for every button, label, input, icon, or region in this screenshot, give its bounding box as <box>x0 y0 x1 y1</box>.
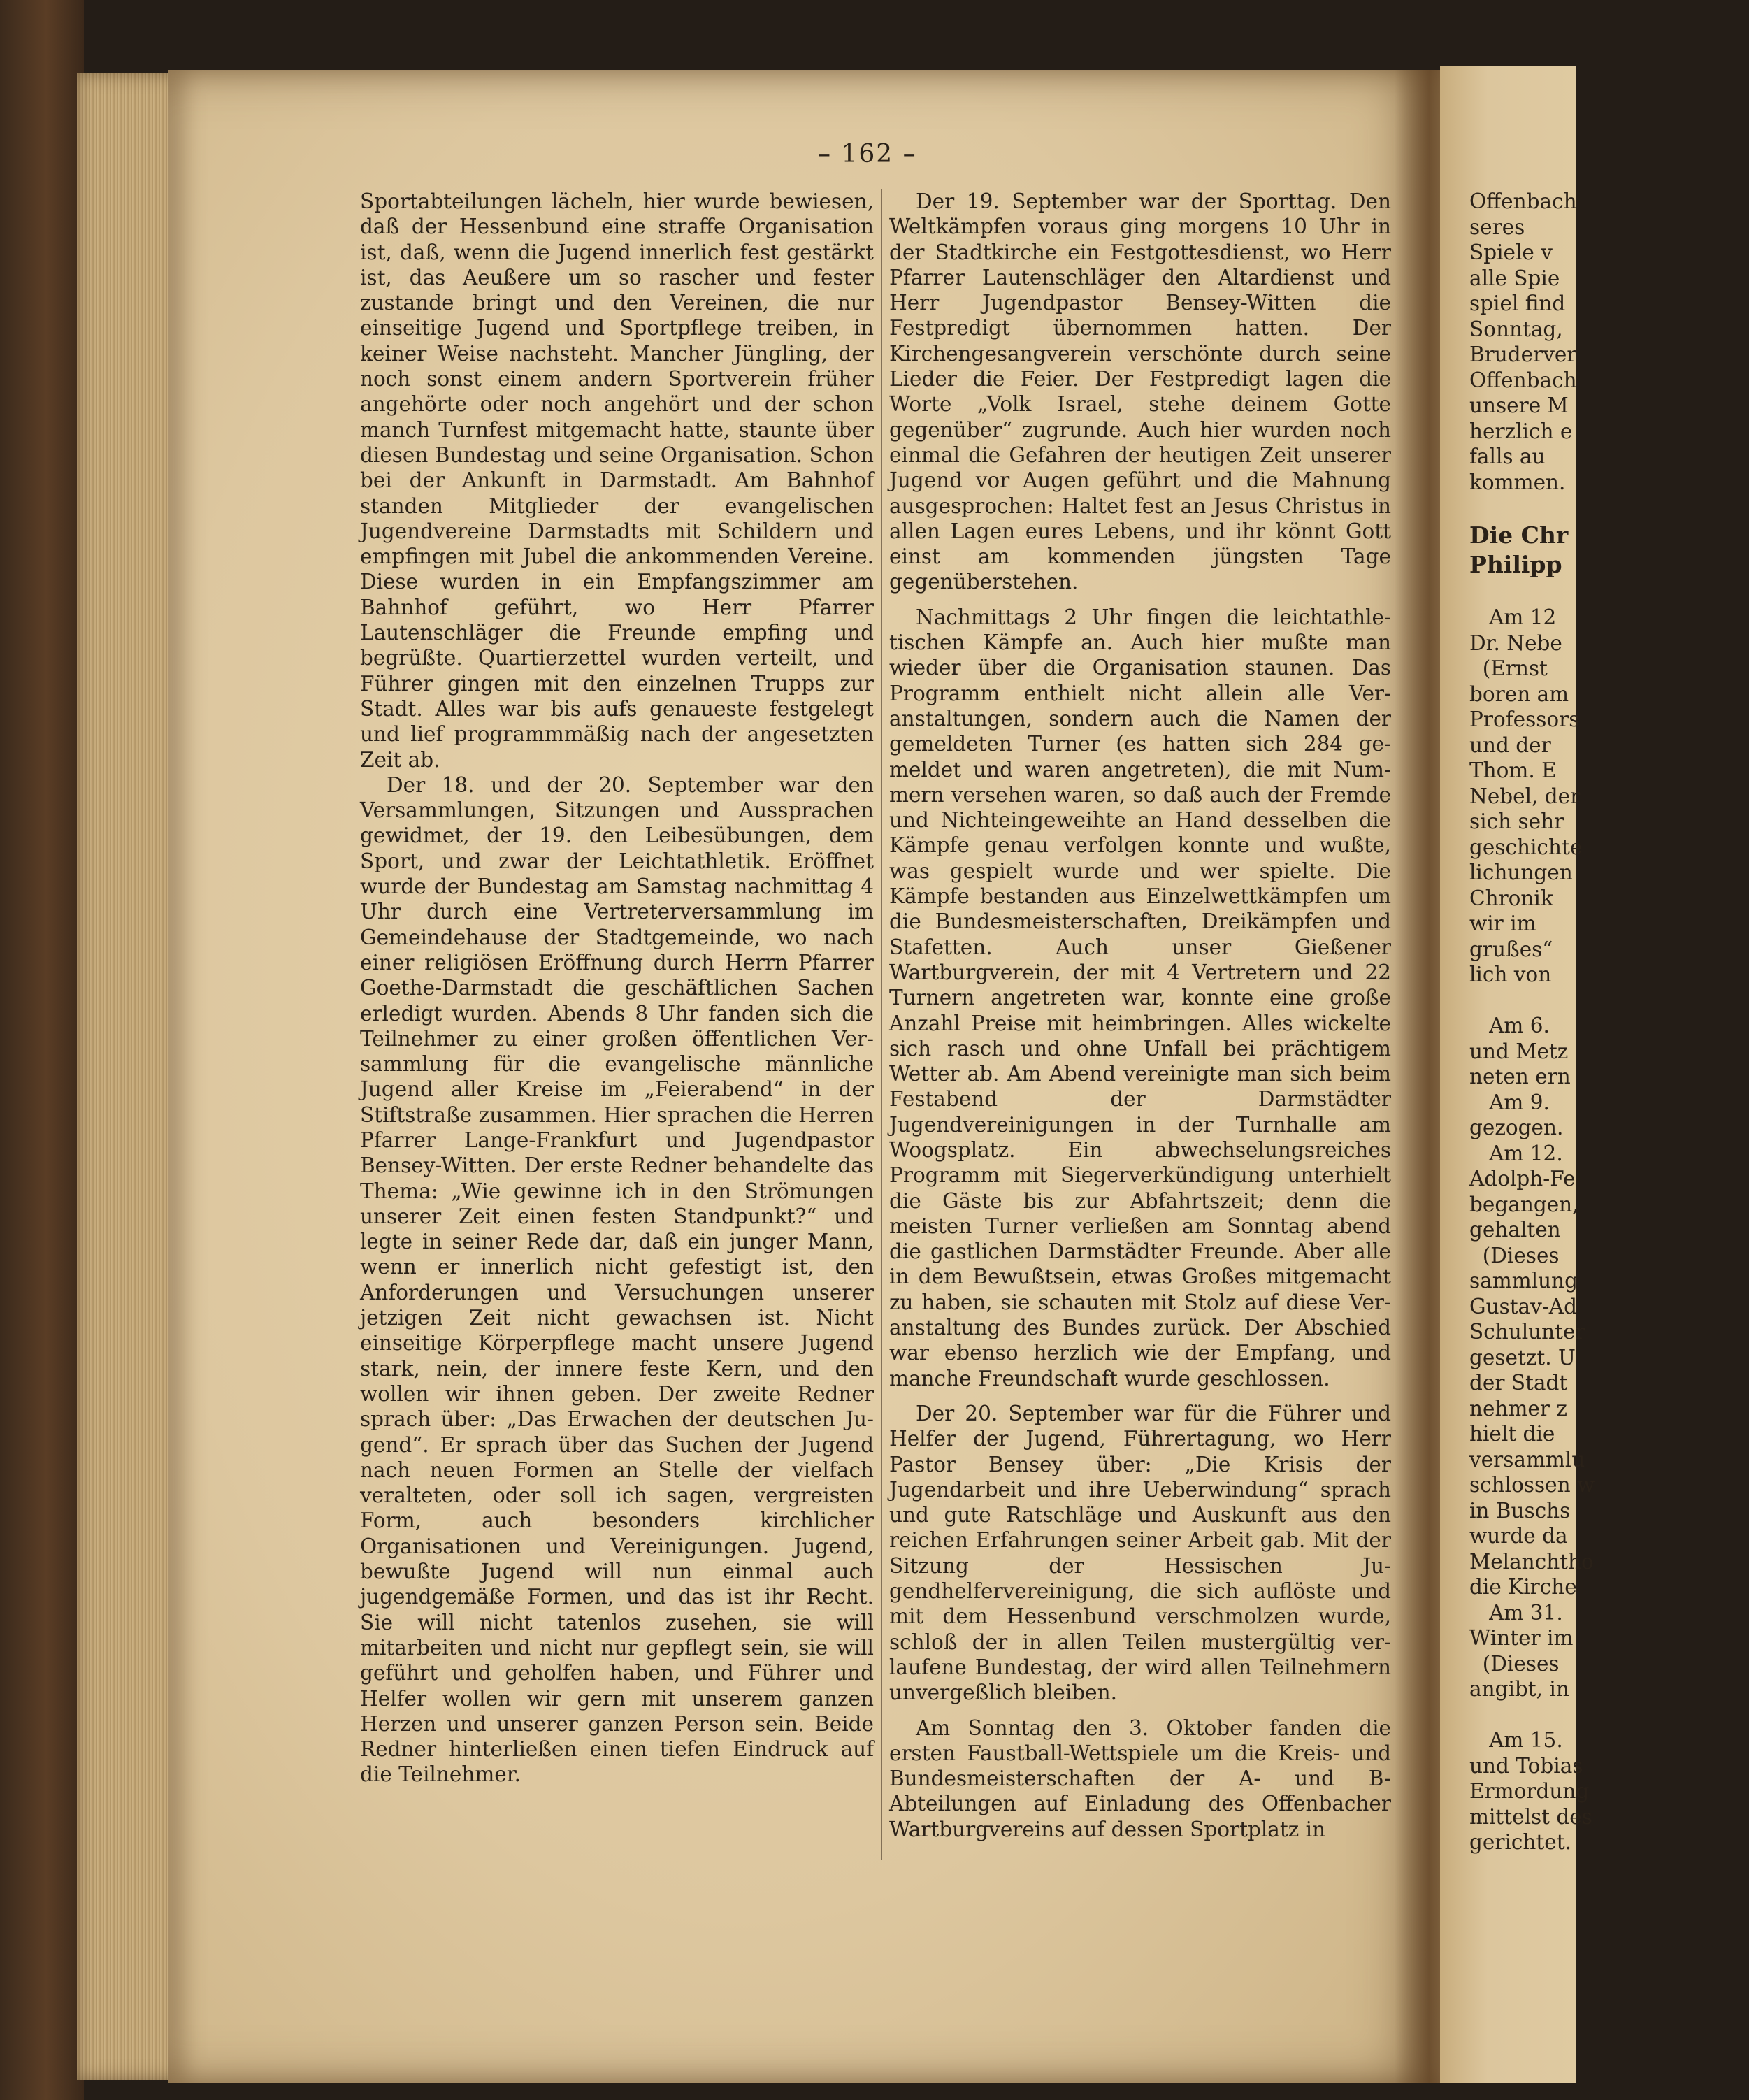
facing-page-line: in Buschs <box>1469 1498 1571 1523</box>
facing-page-line: sich sehr <box>1469 810 1564 833</box>
facing-page-line: nehmer z <box>1469 1396 1567 1421</box>
facing-page-line: Nebel, der <box>1469 784 1581 808</box>
facing-page-line: (Dieses <box>1469 1651 1560 1676</box>
facing-page-text <box>1469 189 1749 1855</box>
facing-page-line: neten ern <box>1469 1065 1571 1088</box>
facing-page-line: Am 6. <box>1469 1014 1550 1037</box>
facing-page-line: boren am <box>1469 682 1569 706</box>
facing-page-line: und der <box>1469 733 1551 757</box>
column-divider <box>881 189 882 1860</box>
facing-page-line: gezogen. <box>1469 1116 1564 1139</box>
facing-page-line: alle Spie <box>1469 266 1560 290</box>
facing-page-line: hielt die <box>1469 1422 1555 1446</box>
paragraph: Am Sonntag den 3. Oktober fanden die ersten Faustball-Wettspiele um die Kreis- und Bundesmeisterschaften der A- und B-Abteilungen auf Einladung des Offenbacher Wartburgvereins auf dessen Sportplatz in <box>889 1716 1391 1841</box>
facing-page-line: Thom. E <box>1469 758 1557 782</box>
left-column <box>360 189 874 1867</box>
facing-page-line: Adolph-Fe <box>1469 1167 1576 1191</box>
facing-page-line: falls au <box>1469 445 1546 468</box>
facing-page-line: Spiele v <box>1469 240 1553 264</box>
facing-page-line: Winter im <box>1469 1626 1574 1650</box>
facing-page-line: Offenbach <box>1469 368 1577 392</box>
facing-page-line: Dr. Nebe <box>1469 631 1562 655</box>
facing-page-line: grußes“ <box>1469 937 1553 961</box>
book-cover-edge <box>0 0 84 2100</box>
paragraph: Sportabteilungen lächeln, hier wurde bewiesen, daß der Hessenbund eine straffe Organisation ist, daß, wenn die Jugend innerlich fest gestärkt ist, das Aeußere um so rascher und fester zustande bringt und den Vereinen, die nur einseitige Jugend und Sportpflege treiben, in keiner Weise nachsteht. Mancher Jüngling, der noch sonst einem andern Sportverein früher angehörte oder noch angehört und der schon manch Turnfest mitgemacht hatte, staunte über diesen Bundestag und seine Organisation. Schon bei der Ankunft in Darmstadt. Am Bahnhof standen Mitglieder der evangelischen Jugendvereine Darmstadts mit Schildern und empfingen mit Jubel die ankommenden Vereine. Diese wurden in ein Empfangszimmer am Bahnhof geführt, wo Herr Pfarrer Lautenschläger die Freunde empfing und begrüßte. Quartierzettel wurden verteilt, und Führer gingen mit den einzelnen Trupps zur Stadt. Alles war bis aufs genaueste festgelegt und lief programmmäßig nach der angesetzten Zeit ab. <box>360 189 874 772</box>
facing-page-line: Schulunter <box>1469 1320 1585 1344</box>
facing-page-line: wir im <box>1469 912 1536 935</box>
facing-page-line: mittelst des <box>1469 1804 1592 1829</box>
facing-page-line: spiel find <box>1469 292 1566 315</box>
facing-page-line <box>1469 495 1749 521</box>
facing-page-line: Chronik <box>1469 886 1553 910</box>
facing-page-line: versammlu <box>1469 1447 1585 1472</box>
facing-page-line: angibt, in <box>1469 1677 1569 1701</box>
paragraph: Der 18. und der 20. September war den Versammlungen, Sitzungen und Aussprachen gewidmet, der 19. den Leibesübungen, dem Sport, und zwar der Leichtathletik. Eröffnet wurde der Bundestag am Samstag nachmittag 4 Uhr durch eine Vertreterversammlung im Gemeindehause der Stadtgemeinde, wo nach einer religiösen Eröffnung durch Herrn Pfarrer Goethe-Darmstadt die geschäftlichen Sachen erledigt wurden. Abends 8 Uhr fanden sich die Teilnehmer zu einer großen öffentlichen Versammlung für die evangelische männliche Jugend aller Kreise im „Feierabend“ in der Stiftstraße zusammen. Hier sprachen die Herren Pfarrer Lange-Frankfurt und Jugendpastor Bensey-Witten. Der erste Redner behandelte das Thema: „Wie gewinne ich in den Strömungen unserer Zeit einen festen Standpunkt?“ und legte in seiner Rede dar, daß ein junger Mann, wenn er innerlich nicht gefestigt ist, den Anforderungen und Versuchungen unserer jetzigen Zeit nicht gewachsen ist. Nicht einseitige Körperpflege macht unsere Jugend stark, nein, der innere feste Kern, und den wollen wir ihnen geben. Der zweite Redner sprach über: „Das Erwachen der deutschen Jugend“. Er sprach über das Suchen der Jugend nach neuen Formen an Stelle der vielfach veralteten, oder soll ich sagen, vergreisten Form, auch besonders kirchlicher Organisationen und Vereinigungen. Jugend, bewußte Jugend will nun einmal auch jugendgemäße Formen, und das ist ihr Recht. Sie will nicht tatenlos zusehen, sie will mitarbeiten und nicht nur gepflegt sein, sie will geführt und geholfen haben, und Führer und Helfer wollen wir gern mit unserem ganzen Herzen und unserer ganzen Person sein. Beide Redner hinterließen einen tiefen Eindruck auf die Teilnehmer. <box>360 772 874 1787</box>
facing-page-line: gerichtet. <box>1469 1830 1571 1854</box>
facing-page-line: unsere M <box>1469 394 1569 417</box>
middle-column <box>889 189 1391 1867</box>
facing-page-line: Professors <box>1469 707 1580 731</box>
facing-page-fragment <box>1440 66 1595 2083</box>
facing-page-line: und Metz <box>1469 1039 1569 1063</box>
facing-page-line: lichungen <box>1469 861 1573 884</box>
facing-page-line <box>1469 988 1749 1014</box>
facing-page-line: Bruderver <box>1469 343 1577 366</box>
facing-page-line: Melanchtho <box>1469 1549 1594 1574</box>
page-number: – 162 – <box>818 140 917 168</box>
facing-page-line: Am 15. <box>1469 1728 1563 1752</box>
facing-page-line: seres <box>1469 215 1525 239</box>
facing-page-line: herzlich e <box>1469 419 1573 443</box>
facing-page-line: kommen. <box>1469 470 1566 494</box>
facing-page-line: Sonntag, <box>1469 317 1563 341</box>
facing-page-line <box>1469 1702 1749 1728</box>
facing-page-line: Ermordung <box>1469 1779 1590 1803</box>
facing-page-line: (Dieses <box>1469 1243 1560 1267</box>
facing-page-line: Gustav-Ad <box>1469 1294 1577 1318</box>
facing-page-line: wurde da <box>1469 1524 1568 1548</box>
facing-page-line: der Stadt <box>1469 1371 1568 1395</box>
facing-page-line: Am 12 <box>1469 605 1557 629</box>
facing-page-line: Die Chr <box>1469 521 1569 549</box>
facing-page-line <box>1469 580 1749 605</box>
facing-page-line: die Kirche <box>1469 1575 1577 1599</box>
paragraph: Der 20. September war für die Führer und Helfer der Jugend, Führertagung, wo Herr Pastor Bensey über: „Die Krisis der Jugendarbeit und ihre Ueberwindung“ sprach und gute Ratschläge und Auskunft aus den reichen Erfahrungen seiner Arbeit gab. Mit der Sitzung der Hessischen Jugendhelfervereinigung, die sich auflöste und mit dem Hessenbund verschmolzen wurde, schloß der in allen Teilen mustergültig verlaufene Bundestag, der wird allen Teilnehmern unvergeßlich bleiben. <box>889 1401 1391 1705</box>
facing-page-line: begangen, <box>1469 1192 1579 1216</box>
facing-page-line: schlossen w <box>1469 1473 1595 1497</box>
facing-page-line: gesetzt. U <box>1469 1345 1576 1369</box>
paragraph: Der 19. September war der Sporttag. Den Weltkämpfen voraus ging morgens 10 Uhr in der Stadtkirche ein Festgottesdienst, wo Herr Pfarrer Lautenschläger den Altardienst und Herr Jugendpastor Bensey-Witten die Festpredigt übernommen hatten. Der Kirchengesangverein verschönte durch seine Lieder die Feier. Der Festpredigt lagen die Worte „Volk Israel, stehe deinem Gotte gegenüber“ zugrunde. Auch hier wurden noch einmal die Gefahren der heutigen Zeit unserer Jugend vor Augen geführt und die Mahnung ausgesprochen: Haltet fest an Jesus Christus in allen Lagen eures Lebens, und ihr könnt Gott einst am kommenden jüngsten Tage gegenüberstehen. <box>889 189 1391 594</box>
facing-page-line: Offenbach <box>1469 189 1577 213</box>
facing-page-line: Philipp <box>1469 550 1562 578</box>
page-stack-edges <box>77 73 182 2080</box>
facing-page-line: Am 9. <box>1469 1090 1550 1114</box>
facing-page-line: Am 12. <box>1469 1141 1563 1165</box>
facing-page-line: Am 31. <box>1469 1600 1563 1625</box>
facing-page-line: geschichte <box>1469 835 1583 859</box>
facing-page-line: und Tobias <box>1469 1753 1583 1778</box>
facing-page-line: sammlung <box>1469 1269 1578 1293</box>
facing-page-line: (Ernst <box>1469 656 1548 680</box>
paragraph: Nachmittags 2 Uhr fingen die leichtathletischen Kämpfe an. Auch hier mußte man wieder über die Organisation staunen. Das Programm enthielt nicht allein alle Veranstaltungen, sondern auch die Namen der gemeldeten Turner (es hatten sich 284 gemeldet und waren angetreten), die mit Nummern versehen waren, so daß auch der Fremde und Nichteingeweihte an Hand desselben die Kämpfe genau verfolgen konnte und wußte, was gespielt wurde und wer spielte. Die Kämpfe bestanden aus Einzelwettkämpfen um die Bundesmeisterschaften, Dreikämpfen und Stafetten. Auch unser Gießener Wartburgverein, der mit 4 Vertretern und 22 Turnern angetreten war, konnte eine große Anzahl Preise mit heimbringen. Alles wickelte sich rasch und ohne Unfall bei prächtigem Wetter ab. Am Abend vereinigte man sich beim Festabend der Darmstädter Jugendvereinigungen in der Turnhalle am Woogsplatz. Ein abwechselungsreiches Programm mit Siegerverkündigung unterhielt die Gäste bis zur Abfahrtszeit; denn die meisten Turner verließen am Sonntag abend die gastlichen Darmstädter Freunde. Aber alle in dem Bewußtsein, etwas Großes mitgemacht zu haben, sie schauten mit Stolz auf diese Veranstaltung des Bundes zurück. Der Abschied war ebenso herzlich wie der Empfang, und manche Freundschaft wurde geschlossen. <box>889 605 1391 1390</box>
facing-page-line: lich von <box>1469 963 1552 986</box>
facing-page-line: gehalten <box>1469 1218 1561 1242</box>
